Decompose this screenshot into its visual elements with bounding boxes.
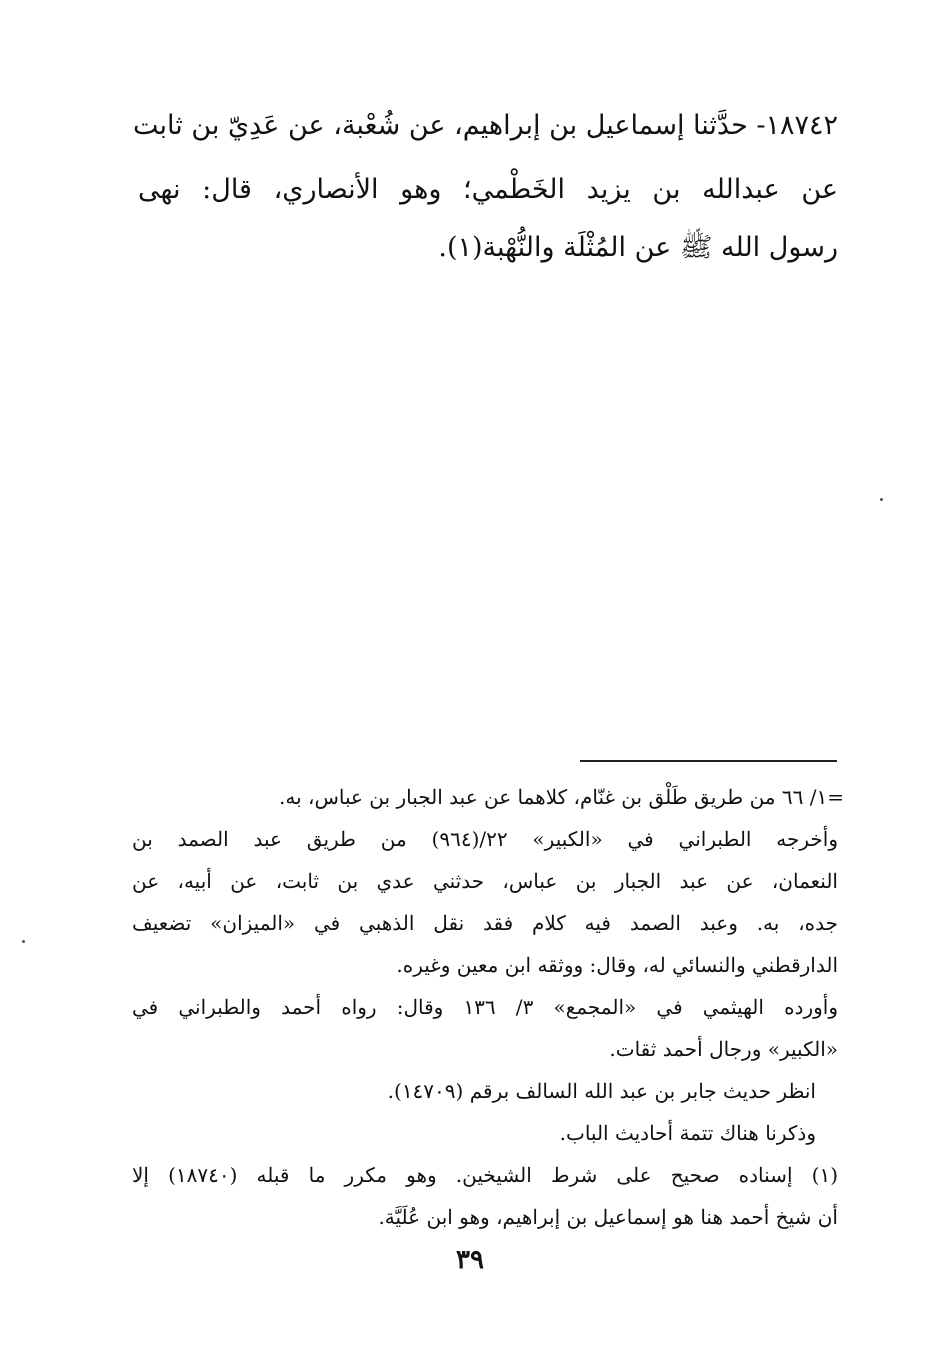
scan-speck [880,498,883,501]
hadith-line-2: عن عبدالله بن يزيد الخَطْمي؛ وهو الأنصاري، قال: نهى [138,174,838,205]
scan-speck [22,940,25,943]
footnote-line: النعمان، عن عبد الجبار بن عباس، حدثني عدي بن ثابت، عن أبيه، عن [132,869,838,893]
hadith-line-3: رسول الله ﷺ عن المُثْلَة والنُّهْبة(١). [438,232,838,263]
footnote-separator [580,760,837,762]
footnote-line: (١) إسناده صحيح على شرط الشيخين. وهو مكرر ما قبله (١٨٧٤٠) إلا [132,1163,838,1187]
footnote-line: أن شيخ أحمد هنا هو إسماعيل بن إبراهيم، وهو ابن عُلَيَّة. [378,1205,838,1229]
footnote-line: وأورده الهيثمي في «المجمع» ٣/ ١٣٦ وقال: رواه أحمد والطبراني في [132,995,838,1019]
footnote-line: وذكرنا هناك تتمة أحاديث الباب. [559,1121,816,1145]
footnote-line: جده، به. وعبد الصمد فيه كلام فقد نقل الذهبي في «الميزان» تضعيف [132,911,838,935]
footnote-line: «الكبير» ورجال أحمد ثقات. [609,1037,838,1061]
hadith-line-1: ١٨٧٤٢- حدَّثنا إسماعيل بن إبراهيم، عن شُعْبة، عن عَدِيّ بن ثابت [133,110,838,141]
footnote-line: وأخرجه الطبراني في «الكبير» ٢٢/(٩٦٤) من طريق عبد الصمد بن [132,827,838,851]
footnote-line: =١/ ٦٦ من طريق طَلْق بن غنّام، كلاهما عن عبد الجبار بن عباس، به. [279,785,844,809]
page-number: ٣٩ [456,1245,484,1275]
footnote-line: الدارقطني والنسائي له، وقال: ووثقه ابن معين وغيره. [396,953,838,977]
footnote-line: انظر حديث جابر بن عبد الله السالف برقم (١٤٧٠٩). [387,1079,816,1103]
